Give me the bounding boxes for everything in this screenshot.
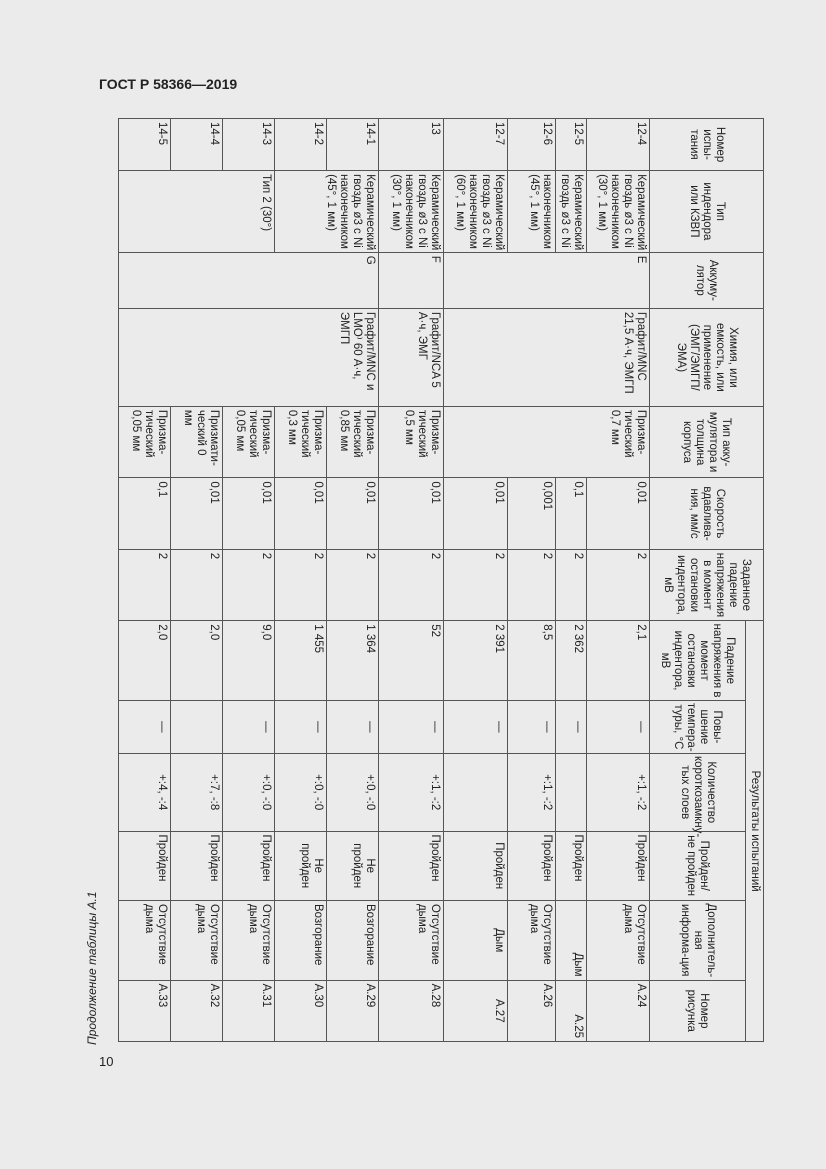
header-indenter: Тип индендора или КЗВП [650,171,764,253]
cell-chemistry: Графит/MNC и LMO⁾ 60 А·ч, ЭМГП [119,308,379,406]
cell-layers: +:0, -:0 [223,753,275,831]
cell-temp: — [379,700,444,753]
cell-figure: А.32 [171,980,223,1041]
cell-figure: А.29 [327,980,379,1041]
header-battery: Аккуму-лятор [650,252,764,308]
cell-battery: E [444,252,650,308]
cell-temp: — [556,700,587,753]
cell-figure: А.25 [556,980,587,1041]
cell-actual-drop: 1 455 [275,621,327,701]
cell-info: Отсутствие дыма [119,900,171,980]
cell-speed: 0,01 [223,478,275,549]
cell-info: Отсутствие дыма [171,900,223,980]
cell-figure: А.24 [587,980,650,1041]
table-row [587,119,650,1042]
cell-set-drop: 2 [223,549,275,620]
cell-figure: А.33 [119,980,171,1041]
header-info: Дополнитель-ная информа-ция [650,900,746,980]
header-pass: Пройден/ не пройден [650,831,746,900]
cell-actual-drop: 1 364 [327,621,379,701]
cell-figure: А.26 [508,980,556,1041]
cell-set-drop: 2 [587,549,650,620]
cell-test-no: 12-4 [587,119,650,171]
cell-info: Отсутствие дыма [587,900,650,980]
cell-actual-drop: 2 391 [444,621,508,701]
cell-figure: А.31 [223,980,275,1041]
cell-test-no: 14-3 [223,119,275,171]
cell-set-drop: 2 [444,549,508,620]
cell-speed: 0,01 [275,478,327,549]
cell-figure: А.30 [275,980,327,1041]
cell-set-drop: 2 [119,549,171,620]
cell-type: Призма-тический 0,85 мм [327,406,379,477]
cell-temp: — [275,700,327,753]
page-number: 10 [99,1054,114,1069]
cell-pass: Не пройден [327,831,379,900]
document-code: ГОСТ Р 58366—2019 [99,76,238,92]
cell-speed: 0,01 [444,478,508,549]
cell-indenter: Керамический гвоздь ø3 с Ni наконечником (45°, 1 мм) [275,171,379,253]
cell-set-drop: 2 [327,549,379,620]
cell-indenter: наконечником (45°, 1 мм) [508,171,556,253]
cell-test-no: 12-6 [508,119,556,171]
cell-test-no: 12-5 [556,119,587,171]
cell-type: Призма-тический 0,5 мм [379,406,444,477]
cell-set-drop: 2 [275,549,327,620]
cell-set-drop: 2 [379,549,444,620]
cell-info: Отсутствие дыма [223,900,275,980]
cell-layers: +:4, -:4 [119,753,171,831]
cell-actual-drop: 8,5 [508,621,556,701]
header-layers: Количество короткозамкну-тых слоев [650,753,746,831]
cell-actual-drop: 2,1 [587,621,650,701]
header-figure: Номер рисунка [650,980,746,1041]
cell-speed: 0,001 [508,478,556,549]
cell-figure: А.28 [379,980,444,1041]
header-type: Тип акку-мулятора и толщина корпуса [650,406,764,477]
cell-temp [171,700,223,753]
cell-info: Дым [556,900,587,980]
cell-info: Отсутствие дыма [508,900,556,980]
cell-pass: Пройден [119,831,171,900]
header-chemistry: Химия, или емкость, или применение (ЭМГ/ЭМГП/ЭМА) [650,308,764,406]
cell-type: Призма-тический 0,3 мм [275,406,327,477]
cell-speed: 0,01 [171,478,223,549]
cell-speed: 0,1 [119,478,171,549]
cell-test-no: 14-2 [275,119,327,171]
cell-test-no: 14-5 [119,119,171,171]
header-results: Результаты испытаний [746,621,764,1042]
cell-pass: Пройден [171,831,223,900]
cell-type: Призмати-ческий 0 мм [171,406,223,477]
cell-indenter: Тип 2 (30°) [119,171,275,253]
cell-info: Возгорание [327,900,379,980]
cell-pass: Пройден [379,831,444,900]
header-speed: Скорость вдавлива-ния, мм/с [650,478,764,549]
cell-test-no: 12-7 [444,119,508,171]
cell-temp: — [587,700,650,753]
cell-set-drop: 2 [508,549,556,620]
cell-actual-drop: 52 [379,621,444,701]
cell-type: Призма-тический 0,7 мм [444,406,650,477]
cell-pass: Пройден [444,831,508,900]
cell-actual-drop: 9,0 [223,621,275,701]
results-table [118,118,764,1042]
cell-temp: — [444,700,508,753]
cell-actual-drop: 2,0 [119,621,171,701]
cell-layers: +:1, -:2 [379,753,444,831]
cell-temp: — [119,700,171,753]
continuation-caption: Продолжение таблицы А.1 [85,891,99,1045]
cell-temp: — [223,700,275,753]
cell-figure: А.27 [444,980,508,1041]
cell-pass: Не пройден [275,831,327,900]
cell-layers: +:0, -:0 [275,753,327,831]
cell-set-drop: 2 [171,549,223,620]
cell-actual-drop: 2,0 [171,621,223,701]
cell-type: Призма-тический 0,05 мм [119,406,171,477]
cell-indenter: Керамический гвоздь ø3 с Ni наконечником (30°, 1 мм) [379,171,444,253]
cell-layers: +:1, -:2 [508,753,556,831]
cell-temp: — [508,700,556,753]
cell-layers: +:0, -:0 [327,753,379,831]
cell-indenter: Керамический гвоздь ø3 с Ni наконечником (30°, 1 мм) [587,171,650,253]
header-actual-drop: Падение напряжения в момент остановки индентора, мВ [650,621,746,701]
cell-speed: 0,1 [556,478,587,549]
cell-speed: 0,01 [327,478,379,549]
header-set-drop: Заданное падение напряжения в момент остановки индентора, мВ [650,549,764,620]
cell-actual-drop: 2 362 [556,621,587,701]
cell-pass: Пройден [556,831,587,900]
cell-test-no: 14-4 [171,119,223,171]
header-temp: Повы-шение темпера-туры, °С [650,700,746,753]
cell-layers: +:7, -:8 [171,753,223,831]
cell-battery: F [379,252,444,308]
cell-speed: 0,01 [379,478,444,549]
cell-test-no: 13 [379,119,444,171]
cell-indenter: Керамический гвоздь ø3 с Ni наконечником (60°, 1 мм) [444,171,508,253]
table-row [379,119,444,1042]
cell-type: Призма-тический 0,05 мм [223,406,275,477]
cell-layers [556,753,587,831]
cell-chemistry: Графит/NCA 5 А·ч, ЭМГ [379,308,444,406]
cell-info: Отсутствие дыма [379,900,444,980]
cell-pass: Пройден [587,831,650,900]
cell-speed: 0,01 [587,478,650,549]
cell-battery: G [119,252,379,308]
cell-pass: Пройден [508,831,556,900]
cell-temp: — [327,700,379,753]
cell-layers: +:1, -:2 [587,753,650,831]
cell-layers [444,753,508,831]
cell-test-no: 14-1 [327,119,379,171]
cell-info: Возгорание [275,900,327,980]
cell-set-drop: 2 [556,549,587,620]
cell-info: Дым [444,900,508,980]
cell-pass: Пройден [223,831,275,900]
cell-indenter: Керамический гвоздь ø3 с Ni [556,171,587,253]
header-test-no: Номер испы-тания [650,119,764,171]
table-row [327,119,379,1042]
cell-chemistry: Графит/MNC 21,5 А·ч, ЭМГП [444,308,650,406]
